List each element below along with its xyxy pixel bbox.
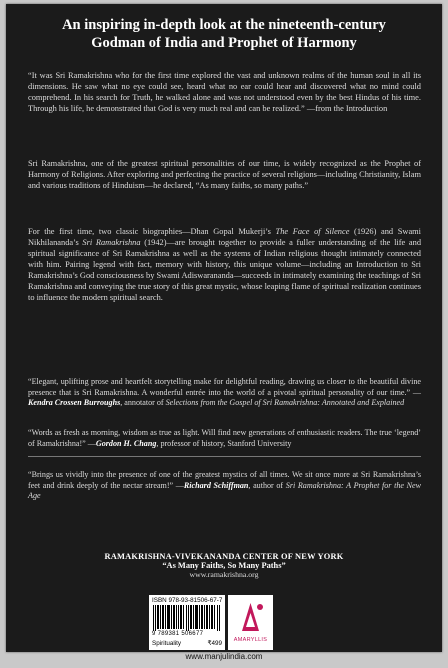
divider [28, 456, 421, 457]
price-label: ₹499 [207, 640, 222, 647]
endorsement-text: “Elegant, uplifting prose and heartfelt storytelling make for delightful reading, drawing us closer to the beautiful divine presence that is Sri Ramakrishna. A wonderful entrée into the world of a pivotal spiritual personality of our time.” — [28, 377, 421, 397]
headline-line-2: Godman of India and Prophet of Harmony [91, 35, 357, 51]
endorsement-author: Gordon H. Chang [95, 438, 157, 448]
biographies-paragraph [28, 226, 421, 303]
text-segment: (1942)—are brought together to provide a fuller understanding of the life and spiritual significance of Sri Ramakrishna as well as the systems of Indian religious thought intimately connected with him. Pairing legend with fact, memory with history, this unique volume—including an Introduction to Sri Ramakrishna’s God consciousness by Swami Adiswarananda—succeeds in intimately examining the teachings of Sri Ramakrishna and conveying the true story of this great mystic, whose leaping flame of spiritual realization continues to influence the modern spiritual search. [28, 238, 422, 302]
headline-line-1: An inspiring in-depth look at the nineteenth-century [62, 17, 386, 33]
endorsement-affiliation: , professor of history, Stanford University [156, 438, 292, 448]
isbn-text: ISBN 978-93-81506-67-7 [152, 597, 223, 604]
endorsement [28, 470, 421, 502]
barcode-label [149, 595, 225, 650]
barcode-digits: 9 789381 506677 [152, 631, 204, 637]
amaryllis-logo-icon [228, 595, 273, 637]
text-segment: For the first time, two classic biographies—Dhan Gopal Mukerji’s [28, 227, 276, 236]
endorsement-text: “Words as fresh as morning, wisdom as true as light. Will find new generations of enthusiastic readers. The true ‘legend’ of Ramakrishna!” — [28, 428, 421, 448]
endorsement-text: “Brings us vividly into the presence of one of the greatest mystics of all times. We sit once more at Sri Ramakrishna’s feet and drink deeply of the nectar stream!” — [28, 470, 421, 490]
organization-name: RAMAKRISHNA-VIVEKANANDA CENTER OF NEW YORK [104, 552, 344, 561]
endorsement [28, 377, 421, 409]
category-label: Spirituality [152, 640, 182, 647]
barcode-icon [153, 605, 221, 631]
endorsement-author: Richard Schiffman [183, 480, 249, 490]
description-paragraph: Sri Ramakrishna, one of the greatest spiritual personalities of our time, is widely recognized as the Prophet of Harmony of Religions. After exploring and perfecting the practice of several religions—including Christianity, Islam and various traditions of Hinduism—he declared, “As many faiths, so many paths.” [28, 159, 421, 190]
publisher-center [6, 552, 442, 579]
endorsement-affiliation: , author of [248, 480, 286, 490]
back-cover [6, 4, 442, 652]
headline [6, 16, 442, 52]
endorsement-affiliation: , annotator of [120, 398, 166, 408]
endorsement [28, 428, 421, 449]
publisher-name: AMARYLLIS [233, 637, 268, 643]
endorsement-book-title: Selections from the Gospel of Sri Ramakrishna: Annotated and Explained [165, 398, 405, 408]
book-title: Sri Ramakrishna [82, 238, 141, 247]
organization-website: www.ramakrishna.org [189, 570, 259, 579]
text-segment: (1926) and Swami Nikhilananda’s [28, 227, 421, 247]
publisher-logo [228, 595, 273, 650]
intro-quote: “It was Sri Ramakrishna who for the first time explored the vast and unknown realms of the human soul in all its dimensions. He saw what no eye could see, heard what no ear could hear and discovered what no mind could comprehend. In his search for Truth, he walked alone and was not understood even by the best Hindus of his time. Through his life, he demonstrated that God is very much real and can be realized.” —from the Introduction [28, 71, 421, 113]
endorsement-author: Kendra Crossen Burroughs [28, 398, 121, 408]
footer-website: www.manjulindia.com [185, 652, 263, 661]
endorsement-book-title: Sri Ramakrishna: A Prophet for the New Age [28, 480, 421, 501]
book-title: The Face of Silence [275, 227, 350, 236]
organization-motto: “As Many Faiths, So Many Paths” [162, 561, 286, 570]
